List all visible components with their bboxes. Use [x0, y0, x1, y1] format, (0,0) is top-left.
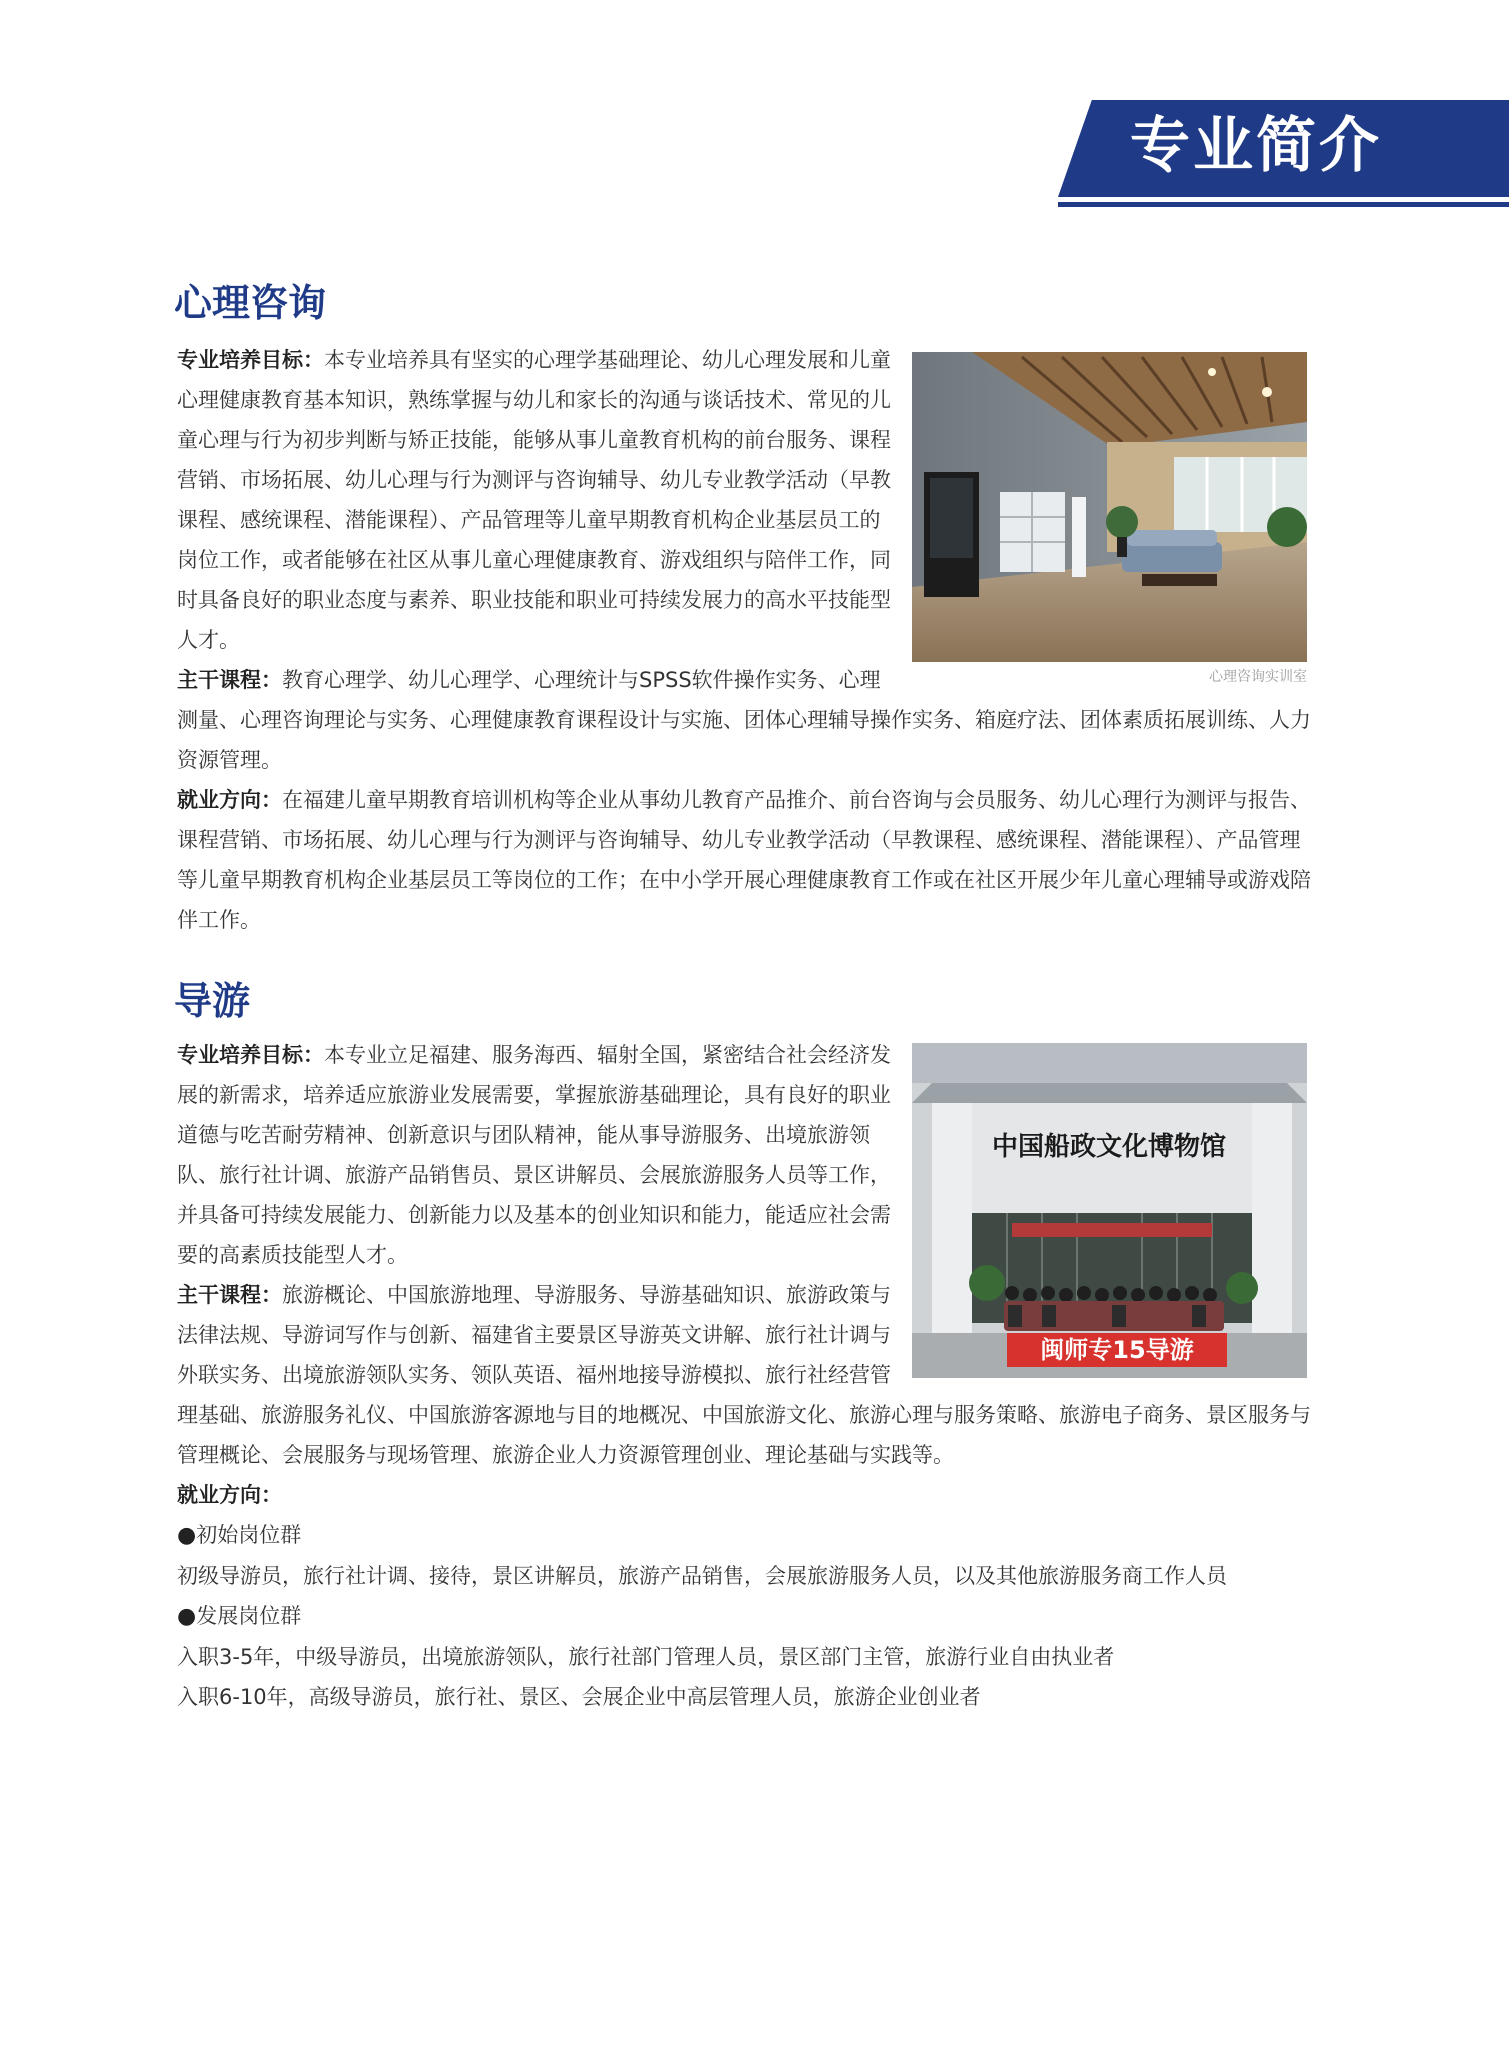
banner-underline — [1058, 202, 1509, 207]
tourism-courses-label: 主干课程： — [177, 1283, 282, 1307]
section-title-psychology: 心理咨询 — [174, 281, 327, 325]
psychology-career-label: 就业方向： — [177, 788, 282, 812]
psychology-courses-paragraph — [177, 660, 1312, 780]
page-title: 专业简介 — [1130, 111, 1382, 181]
group2-line2: 入职6-10年，高级导游员，旅行社、景区、会展企业中高层管理人员，旅游企业创业者 — [177, 1685, 981, 1709]
bullet-icon: ● — [177, 1523, 197, 1548]
psychology-courses-text: 教育心理学、幼儿心理学、心理统计与SPSS软件操作实务、心理测量、心理咨询理论与实务、心理健康教育课程设计与实施、团体心理辅导操作实务、箱庭疗法、团体素质拓展训练、人力资源管理。 — [177, 668, 1311, 772]
museum-sign: 中国船政文化博物馆 — [991, 1132, 1227, 1162]
bullet-icon: ● — [177, 1604, 197, 1629]
tourism-courses-text: 旅游概论、中国旅游地理、导游服务、导游基础知识、旅游政策与法律法规、导游词写作与创新、福建省主要景区导游英文讲解、旅行社计调与外联实务、出境旅游领队实务、领队英语、福州地接导游模拟、旅行社经营管理基础、旅游服务礼仪、中国旅游客源地与目的地概况、中国旅游文化、旅游心理与服务策略、旅游电子商务、景区服务与管理概论、会展服务与现场管理、旅游企业人力资源管理创业、理论基础与实践等。 — [177, 1283, 1311, 1467]
psychology-photo-caption: 心理咨询实训室 — [1209, 669, 1307, 685]
tourism-goal-text: 本专业立足福建、服务海西、辐射全国，紧密结合社会经济发展的新需求，培养适应旅游业发展需要，掌握旅游基础理论，具有良好的职业道德与吃苦耐劳精神、创新意识与团队精神，能从事导游服务、出境旅游领队、旅行社计调、旅游产品销售员、景区讲解员、会展旅游服务人员等工作，并具备可持续发展能力、创新能力以及基本的创业知识和能力，能适应社会需要的高素质技能型人才。 — [177, 1043, 891, 1267]
tourism-goal-paragraph — [177, 1035, 897, 1275]
tourism-career-label: 就业方向： — [177, 1483, 282, 1507]
wrap-spacer — [897, 660, 1312, 700]
psychology-goal-paragraph — [177, 340, 897, 660]
psychology-career-text: 在福建儿童早期教育培训机构等企业从事幼儿教育产品推介、前台咨询与会员服务、幼儿心理行为测评与报告、课程营销、市场拓展、幼儿心理与行为测评与咨询辅导、幼儿专业教学活动（早教课程、感统课程、潜能课程）、产品管理等儿童早期教育机构企业基层员工等岗位的工作；在中小学开展心理健康教育工作或在社区开展少年儿童心理辅导或游戏陪伴工作。 — [177, 788, 1311, 932]
psychology-goal-label: 专业培养目标： — [177, 348, 324, 372]
group2-title: 发展岗位群 — [196, 1604, 302, 1628]
wrap-spacer — [897, 1275, 1312, 1395]
header-banner — [1058, 100, 1509, 197]
psychology-career-paragraph — [177, 780, 1312, 940]
tourism-courses-paragraph — [177, 1275, 1312, 1475]
group-banner: 闽师专15导游 — [1040, 1336, 1194, 1364]
tourism-career-block — [177, 1475, 1377, 1717]
section-title-tourism: 导游 — [174, 979, 251, 1023]
group1-title: 初始岗位群 — [196, 1523, 302, 1547]
tourism-goal-label: 专业培养目标： — [177, 1043, 324, 1067]
psychology-courses-label: 主干课程： — [177, 668, 282, 692]
psychology-goal-text: 本专业培养具有坚实的心理学基础理论、幼儿心理发展和儿童心理健康教育基本知识，熟练掌握与幼儿和家长的沟通与谈话技术、常见的儿童心理与行为初步判断与矫正技能，能够从事儿童教育机构的前台服务、课程营销、市场拓展、幼儿心理与行为测评与咨询辅导、幼儿专业教学活动（早教课程、感统课程、潜能课程）、产品管理等儿童早期教育机构企业基层员工的岗位工作，或者能够在社区从事儿童心理健康教育、游戏组织与陪伴工作，同时具备良好的职业态度与素养、职业技能和职业可持续发展力的高水平技能型人才。 — [177, 348, 891, 652]
psychology-lab-photo — [912, 352, 1307, 662]
group2-line1: 入职3-5年，中级导游员，出境旅游领队，旅行社部门管理人员，景区部门主管，旅游行业自由执业者 — [177, 1645, 1115, 1669]
group1-text: 初级导游员，旅行社计调、接待，景区讲解员，旅游产品销售，会展旅游服务人员，以及其他旅游服务商工作人员 — [177, 1564, 1227, 1588]
